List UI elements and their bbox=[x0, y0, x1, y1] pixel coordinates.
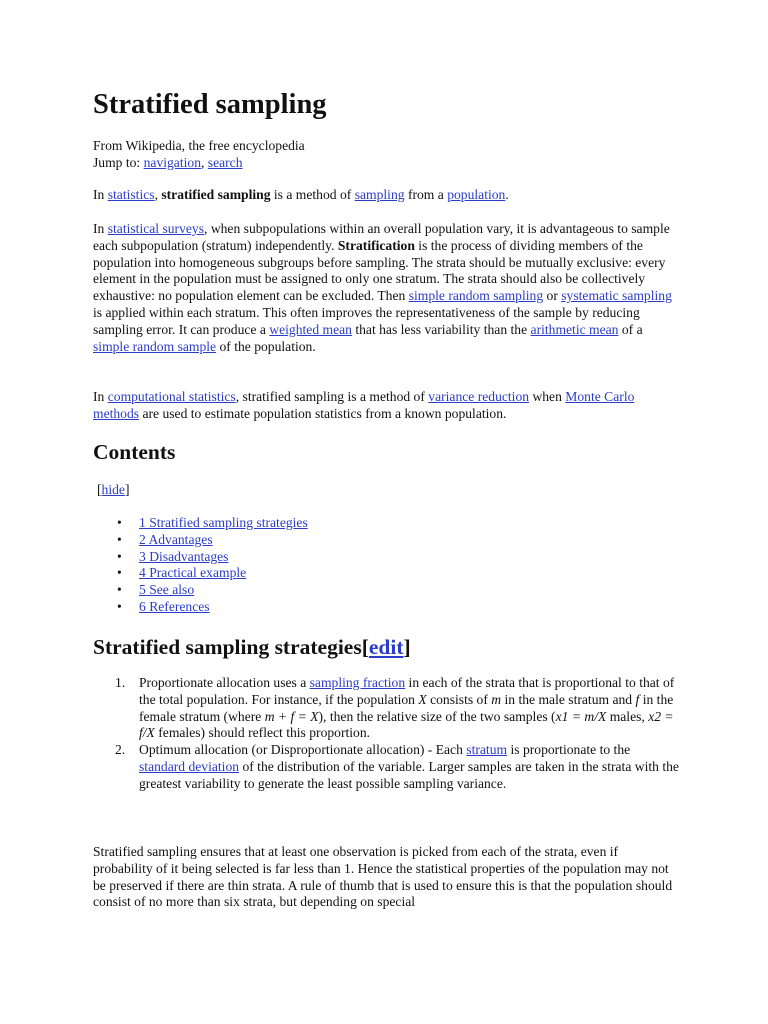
intro-paragraph-3 bbox=[93, 389, 679, 423]
link-population[interactable]: population bbox=[447, 187, 506, 202]
link-variance-reduction[interactable]: variance reduction bbox=[428, 389, 530, 404]
edit-bracket-close: ] bbox=[403, 635, 411, 659]
text: of a bbox=[618, 321, 643, 337]
text: Proportionate allocation uses a bbox=[139, 675, 310, 690]
text: is proportionate to the bbox=[507, 742, 631, 758]
link-statistics[interactable]: statistics bbox=[107, 187, 155, 202]
link-simple-random-sample[interactable]: simple random sample bbox=[93, 338, 217, 354]
jump-prefix: Jump to: bbox=[93, 154, 144, 170]
text: In bbox=[93, 221, 108, 236]
list-item-optimum bbox=[93, 742, 679, 792]
text: , stratified sampling is a method of bbox=[235, 389, 429, 404]
jump-navigation-link[interactable]: navigation bbox=[143, 154, 201, 170]
from-wikipedia: From Wikipedia, the free encyclopedia bbox=[93, 138, 305, 153]
link-monte-carlo-methods[interactable]: Monte Carlo methods bbox=[93, 389, 635, 421]
hide-toc-link[interactable]: hide bbox=[101, 482, 125, 497]
jump-sep: , bbox=[201, 154, 208, 170]
toc-item bbox=[93, 582, 308, 599]
math-var: m bbox=[491, 691, 502, 707]
link-systematic-sampling[interactable]: systematic sampling bbox=[561, 288, 672, 304]
bold-term: stratified sampling bbox=[161, 187, 271, 202]
text: that has less variability than the bbox=[351, 321, 531, 337]
link-standard-deviation[interactable]: standard deviation bbox=[139, 758, 240, 774]
bullet: • bbox=[117, 548, 122, 564]
link-arithmetic-mean[interactable]: arithmetic mean bbox=[530, 321, 619, 337]
text: , when subpopulations within an overall population vary, it is advantageous to sample each subpopulation (stratum) independently. bbox=[93, 221, 670, 253]
text: ), then the relative size of the two samples ( bbox=[318, 708, 556, 724]
intro-paragraph-1 bbox=[93, 187, 679, 204]
link-sampling[interactable]: sampling bbox=[354, 187, 405, 202]
hide-bracket-close: ] bbox=[124, 482, 130, 497]
contents-heading: Contents bbox=[93, 440, 176, 464]
text: in the female stratum (where bbox=[139, 691, 674, 724]
toc-item bbox=[93, 532, 308, 549]
toc-item bbox=[93, 599, 308, 616]
section-title: Stratified sampling strategies bbox=[93, 635, 362, 659]
site-subtitle bbox=[93, 138, 679, 172]
text: from a bbox=[404, 187, 448, 202]
edit-bracket-open: [ bbox=[361, 635, 369, 659]
toc-item bbox=[93, 565, 308, 582]
text: or bbox=[543, 288, 562, 304]
text: In bbox=[93, 187, 108, 202]
bullet: • bbox=[117, 582, 122, 598]
section-heading-strategies bbox=[93, 634, 411, 660]
toc-toggle bbox=[97, 482, 683, 499]
link-computational-statistics[interactable]: computational statistics bbox=[107, 389, 236, 404]
item-number: 2. bbox=[115, 742, 126, 758]
list-item-proportionate bbox=[93, 675, 679, 742]
item-number: 1. bbox=[115, 675, 126, 690]
link-sampling-fraction[interactable]: sampling fraction bbox=[309, 675, 406, 690]
toc-item bbox=[93, 549, 308, 566]
closing-paragraph: Stratified sampling ensures that at least one observation is picked from each of the strata, even if probability of it being selected is far less than 1. Hence the statistical properties of the population may not be preserved if there are thin strata. A rule of thumb that is used to ensure this is that the population should consist of no more than six strata, but depending on special bbox=[93, 844, 673, 910]
toc-link-strategies[interactable]: 1 Stratified sampling strategies bbox=[139, 515, 308, 530]
text: . bbox=[505, 187, 509, 202]
text: Optimum allocation (or Disproportionate allocation) - Each bbox=[139, 742, 467, 758]
toc-link-practical-example[interactable]: 4 Practical example bbox=[139, 565, 247, 581]
text: in the male stratum and bbox=[501, 691, 636, 707]
link-weighted-mean[interactable]: weighted mean bbox=[269, 321, 352, 337]
page-title: Stratified sampling bbox=[93, 89, 327, 120]
math-expression: m + f = X bbox=[264, 708, 319, 724]
link-stratum[interactable]: stratum bbox=[466, 742, 508, 758]
link-statistical-surveys[interactable]: statistical surveys bbox=[107, 221, 205, 236]
strategies-list bbox=[93, 675, 679, 793]
math-var: X bbox=[418, 691, 427, 707]
toc-item bbox=[93, 515, 308, 532]
math-expression: x2 = f/X bbox=[139, 708, 674, 741]
text: consists of bbox=[426, 691, 492, 707]
text: In bbox=[93, 389, 108, 404]
math-var: f bbox=[635, 691, 640, 707]
bold-term: Stratification bbox=[337, 237, 415, 253]
text: is the process of dividing members of the population into homogeneous subgroups before sampling. The strata should be mutually exclusive: every element in the population must be assigned to only one stratum. The strata should also be collectively exhaustive: no population element can be excluded. Then bbox=[93, 237, 666, 304]
intro-paragraph-2 bbox=[93, 221, 679, 355]
text: are used to estimate population statistics from a known population. bbox=[139, 405, 507, 421]
bullet: • bbox=[117, 515, 122, 530]
bullet: • bbox=[117, 598, 122, 614]
text: of the distribution of the variable. Larger samples are taken in the strata with the greatest variability to generate the least possible sampling variance. bbox=[139, 758, 679, 791]
text: in each of the strata that is proportional to that of the total population. For instance, if the population bbox=[139, 675, 675, 707]
toc-link-references[interactable]: 6 References bbox=[139, 598, 210, 614]
toc-link-disadvantages[interactable]: 3 Disadvantages bbox=[139, 548, 229, 564]
math-expression: x1 = m/X bbox=[555, 708, 607, 724]
text: of the population. bbox=[216, 338, 316, 354]
toc-link-advantages[interactable]: 2 Advantages bbox=[139, 531, 213, 547]
text: , bbox=[154, 187, 162, 202]
text: when bbox=[529, 389, 566, 404]
hide-bracket-open: [ bbox=[97, 482, 102, 497]
toc-link-see-also[interactable]: 5 See also bbox=[139, 582, 195, 598]
bullet: • bbox=[117, 531, 122, 547]
text: males, bbox=[606, 708, 649, 724]
link-simple-random-sampling[interactable]: simple random sampling bbox=[408, 288, 544, 304]
text: is applied within each stratum. This often improves the representativeness of the sample by reducing sampling error. It can produce a bbox=[93, 304, 640, 337]
edit-section-link[interactable]: edit bbox=[368, 635, 404, 659]
bullet: • bbox=[117, 565, 122, 581]
text: is a method of bbox=[270, 187, 355, 202]
text: females) should reflect this proportion. bbox=[154, 725, 371, 741]
toc-list bbox=[93, 515, 308, 616]
jump-search-link[interactable]: search bbox=[207, 154, 243, 170]
